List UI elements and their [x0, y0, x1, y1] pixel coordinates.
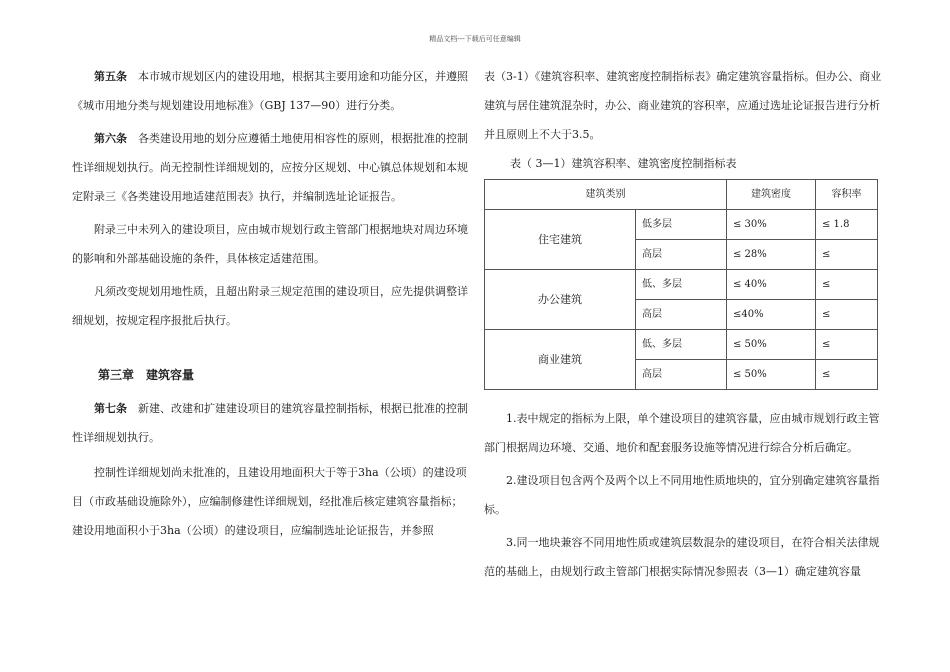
- far-cell: ≤: [816, 240, 878, 270]
- paragraph: 附录三中未列入的建设项目，应由城市规划行政主管部门根据地块对周边环境的影响和外部基础设施的条件，具体核定适建范围。: [72, 223, 468, 265]
- paragraph: 表（3-1）《建筑容积率、建筑密度控制指标表》确定建筑容量指标。但办公、商业建筑与居住建筑混杂时，办公、商业建筑的容积率，应通过选址论证报告进行分析并且原则上不大于3.5。: [484, 70, 882, 141]
- article-7: [72, 394, 470, 452]
- table-row: [485, 270, 878, 300]
- far-cell: ≤: [816, 300, 878, 330]
- capacity-table: [484, 179, 878, 390]
- floor-class: 高层: [636, 300, 727, 330]
- note-item: 3.同一地块兼容不同用地性质或建筑层数混杂的建设项目，在符合相关法律规范的基础上，由规划行政主管部门根据实际情况参照表（3—1）确定建筑容量: [484, 536, 880, 578]
- article-text: 新建、改建和扩建建设项目的建筑容量控制指标，根据已批准的控制性详细规划执行。: [72, 402, 468, 444]
- far-cell: ≤ 1.8: [816, 210, 878, 240]
- article-label: 第五条: [94, 70, 127, 83]
- table-header: 建筑类别: [485, 180, 727, 210]
- right-column: [484, 62, 882, 586]
- floor-class: 低、多层: [636, 330, 727, 360]
- density-cell: ≤ 50%: [727, 360, 816, 390]
- density-cell: ≤ 50%: [727, 330, 816, 360]
- floor-class: 高层: [636, 360, 727, 390]
- table-row: [485, 330, 878, 360]
- page-header: 精品文档---下载后可任意编辑: [429, 35, 521, 43]
- paragraph: 凡须改变规划用地性质，且超出附录三规定范围的建设项目，应先提供调整详细规划，按规定程序报批后执行。: [72, 285, 468, 327]
- article-text: 各类建设用地的划分应遵循土地使用相容性的原则，根据批准的控制性详细规划执行。尚无控制性详细规划的，应按分区规划、中心镇总体规划和本规定附录三《各类建设用地适建范围表》执行，并编制选址论证报告。: [72, 132, 468, 203]
- note-item: 2.建设项目包含两个及两个以上不同用地性质地块的，宜分别确定建筑容量指标。: [484, 474, 880, 516]
- article-text: 本市城市规划区内的建设用地，根据其主要用途和功能分区，并遵照《城市用地分类与规划建设用地标准》（GBJ 137—90）进行分类。: [72, 70, 468, 112]
- table-header-row: [485, 180, 878, 210]
- note-item: 1.表中规定的指标为上限，单个建设项目的建筑容量，应由城市规划行政主管部门根据周边环境、交通、地价和配套服务设施等情况进行综合分析后确定。: [484, 412, 880, 454]
- density-cell: ≤ 28%: [727, 240, 816, 270]
- building-type: 商业建筑: [485, 330, 636, 390]
- article-label: 第六条: [94, 132, 127, 145]
- table-header: 容积率: [816, 180, 878, 210]
- density-cell: ≤ 30%: [727, 210, 816, 240]
- density-cell: ≤ 40%: [727, 270, 816, 300]
- far-cell: ≤: [816, 330, 878, 360]
- paragraph: 控制性详细规划尚未批准的，且建设用地面积大于等于3ha（公顷）的建设项目（市政基础设施除外），应编制修建性详细规划，经批准后核定建筑容量指标；建设用地面积小于3ha（公顷）的建设项目，应编制选址论证报告，并参照: [72, 466, 467, 537]
- article-6: [72, 124, 470, 211]
- density-cell: ≤40%: [727, 300, 816, 330]
- table-header: 建筑密度: [727, 180, 816, 210]
- floor-class: 高层: [636, 240, 727, 270]
- article-label: 第七条: [94, 402, 127, 415]
- floor-class: 低、多层: [636, 270, 727, 300]
- building-type: 办公建筑: [485, 270, 636, 330]
- floor-class: 低多层: [636, 210, 727, 240]
- article-5: [72, 62, 470, 120]
- far-cell: ≤: [816, 270, 878, 300]
- table-row: [485, 210, 878, 240]
- left-column: [72, 62, 470, 545]
- table-notes: [484, 404, 882, 586]
- chapter-heading: 第三章 建筑容量: [98, 368, 195, 382]
- table-caption: 表（ 3—1）建筑容积率、建筑密度控制指标表: [510, 157, 737, 170]
- far-cell: ≤: [816, 360, 878, 390]
- building-type: 住宅建筑: [485, 210, 636, 270]
